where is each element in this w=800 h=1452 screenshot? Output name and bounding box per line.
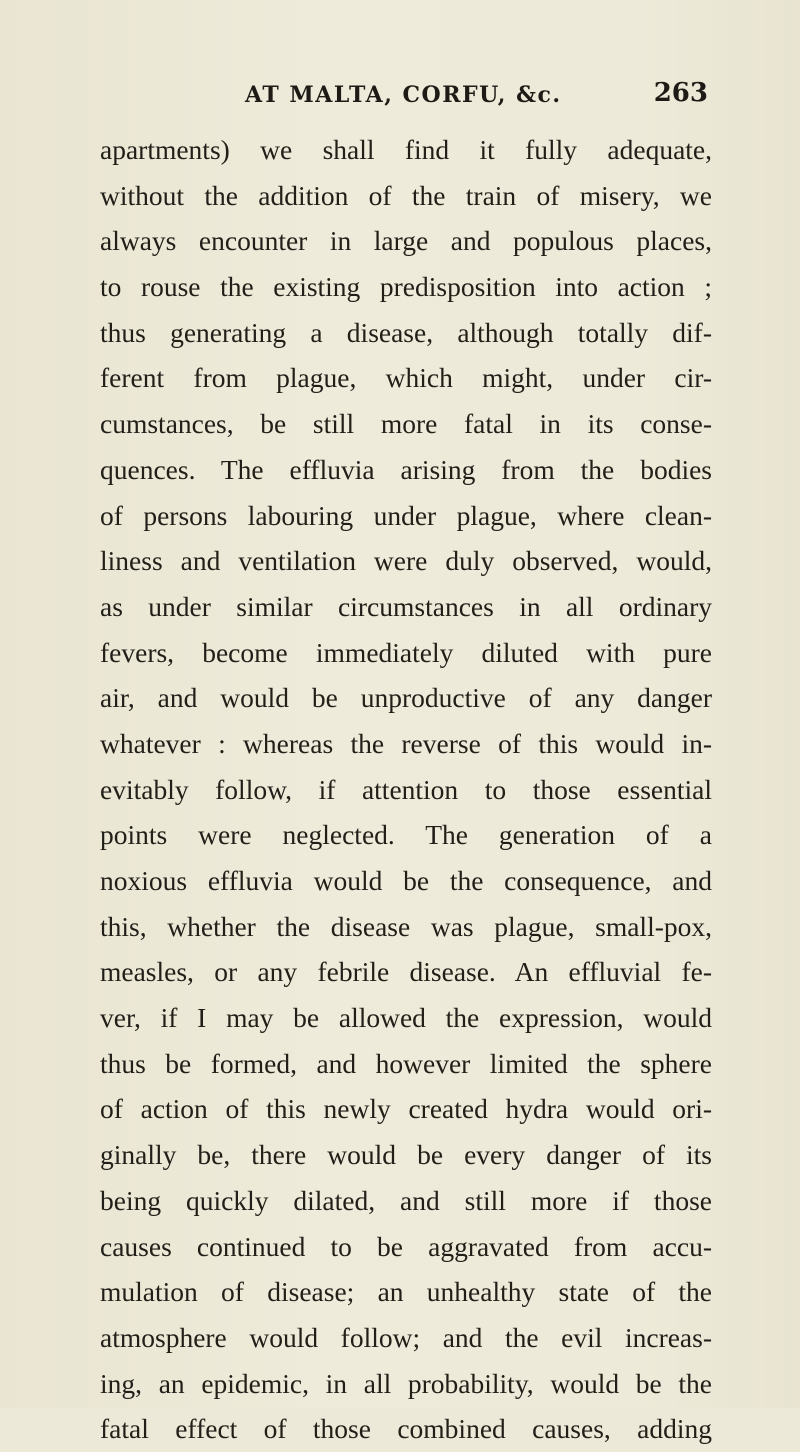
- text-line: being quickly dilated, and still more if those: [100, 1184, 712, 1216]
- text-line: without the addition of the train of misery, we: [100, 179, 712, 211]
- text-line: always encounter in large and populous places,: [100, 225, 712, 257]
- text-line: whatever : whereas the reverse of this would in-: [100, 727, 712, 759]
- text-line: apartments) we shall find it fully adequate,: [100, 134, 712, 165]
- text-line: thus generating a disease, although totally dif-: [100, 316, 712, 348]
- running-head: AT MALTA, CORFU, &c.: [245, 82, 562, 108]
- text-line: noxious effluvia would be the consequence, and: [100, 865, 712, 896]
- body-text: [100, 127, 712, 1452]
- text-line: thus be formed, and however limited the sphere: [100, 1047, 712, 1079]
- text-line: points were neglected. The generation of a: [100, 819, 712, 851]
- text-line: mulation of disease; an unhealthy state of the: [100, 1276, 712, 1308]
- text-line: ing, an epidemic, in all probability, would be the: [100, 1367, 712, 1399]
- page-header: [100, 78, 708, 118]
- text-line: measles, or any febrile disease. An effluvial fe-: [100, 956, 712, 988]
- text-line: of persons labouring under plague, where clean-: [100, 499, 712, 531]
- text-line: fatal effect of those combined causes, adding: [100, 1413, 712, 1445]
- text-line: of action of this newly created hydra would ori-: [100, 1093, 712, 1125]
- text-line: to rouse the existing predisposition into action ;: [100, 271, 712, 303]
- text-line: causes continued to be aggravated from accu-: [100, 1230, 712, 1262]
- text-line: this, whether the disease was plague, small-pox,: [100, 910, 712, 942]
- text-line: air, and would be unproductive of any danger: [100, 682, 712, 714]
- text-line: atmosphere would follow; and the evil increas-: [100, 1321, 712, 1353]
- text-line: ginally be, there would be every danger of its: [100, 1139, 712, 1171]
- text-line: cumstances, be still more fatal in its conse-: [100, 408, 712, 440]
- text-line: quences. The effluvia arising from the bodies: [100, 453, 712, 485]
- text-line: liness and ventilation were duly observed, would,: [100, 545, 712, 577]
- page-number: 263: [653, 78, 708, 108]
- text-line: ver, if I may be allowed the expression, would: [100, 1002, 712, 1034]
- text-line: fevers, become immediately diluted with pure: [100, 636, 712, 668]
- text-line: ferent from plague, which might, under cir-: [100, 362, 712, 394]
- text-line: as under similar circumstances in all ordinary: [100, 590, 712, 622]
- text-line: evitably follow, if attention to those essential: [100, 773, 712, 805]
